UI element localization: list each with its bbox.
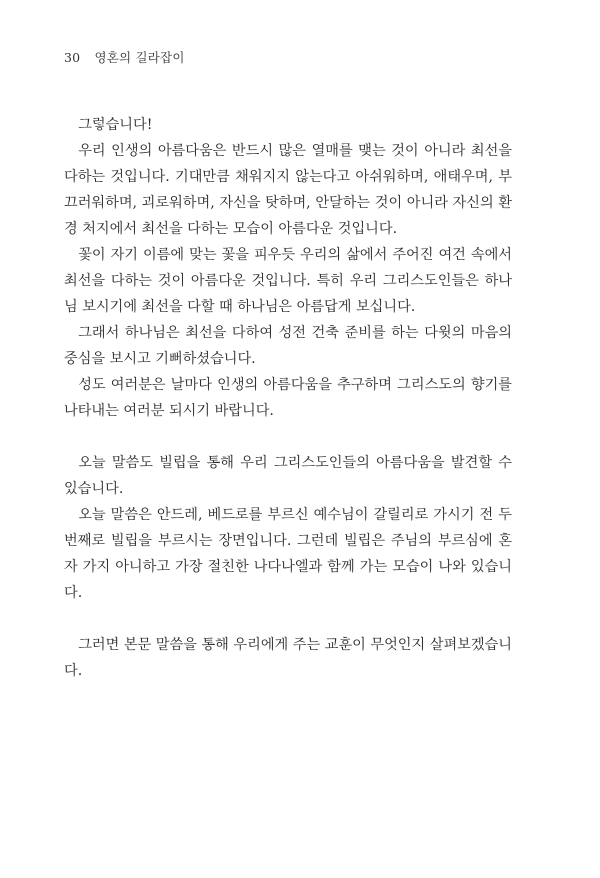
paragraph: 그러면 본문 말씀을 통해 우리에게 주는 교훈이 무엇인지 살펴보겠습니다. <box>64 637 512 679</box>
book-title: 영혼의 길라잡이 <box>94 50 185 65</box>
paragraph: 오늘 말씀도 빌립을 통해 우리 그리스도인들의 아름다움을 발견할 수 있습니다. <box>64 455 512 497</box>
page-number: 30 <box>64 50 81 65</box>
paragraph: 우리 인생의 아름다움은 반드시 많은 열매를 맺는 것이 아니라 최선을 다하는 것입니다. 기대만큼 채워지지 않는다고 아쉬워하며, 애태우며, 부끄러워하며, 괴로워하며, 자신을 탓하며, 안달하는 것이 아니라 자신의 환경 처지에서 최선을 다하는 모습이 아름다운 것입니다. <box>64 143 512 237</box>
paragraph: 꽃이 자기 이름에 맞는 꽃을 피우듯 우리의 삶에서 주어진 여건 속에서 최선을 다하는 것이 아름다운 것입니다. 특히 우리 그리스도인들은 하나님 보시기에 최선을 다할 때 하나님은 아름답게 보십니다. <box>64 247 512 315</box>
body-text <box>64 112 512 684</box>
paragraph: 그렇습니다! <box>78 117 153 133</box>
paragraph: 오늘 말씀은 안드레, 베드로를 부르신 예수님이 갈릴리로 가시기 전 두 번째로 빌립을 부르시는 장면입니다. 그런데 빌립은 주님의 부르심에 혼자 가지 아니하고 가장 절친한 나다나엘과 함께 가는 모습이 나와 있습니다. <box>64 507 512 601</box>
paragraph: 성도 여러분은 날마다 인생의 아름다움을 추구하며 그리스도의 향기를 나타내는 여러분 되시기 바랍니다. <box>64 377 512 419</box>
paragraph: 그래서 하나님은 최선을 다하여 성전 건축 준비를 하는 다윗의 마음의 중심을 보시고 기뻐하셨습니다. <box>64 325 512 367</box>
running-head <box>64 48 185 66</box>
